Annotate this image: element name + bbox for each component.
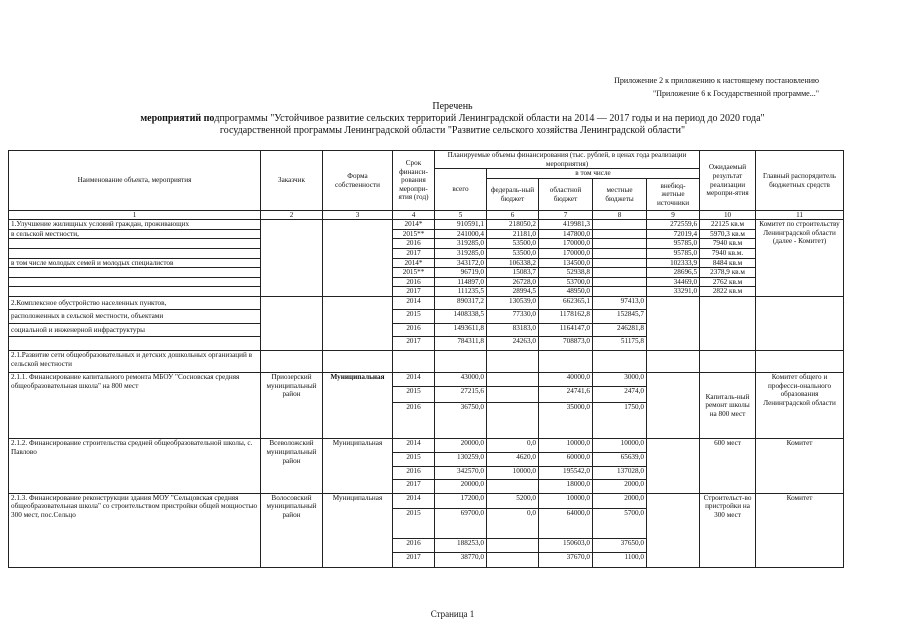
s212-form: Муниципальная [323, 439, 393, 493]
cell-local [593, 248, 647, 258]
title-line-2-bold: мероприятий по [140, 113, 215, 124]
cell-federal [487, 372, 539, 386]
cell-year: 2015 [393, 310, 435, 324]
colnum: 11 [756, 211, 844, 220]
cell-total: 69700,0 [435, 508, 487, 538]
cell-year: 2016 [393, 538, 435, 553]
cell-result: 2762 кв.м [700, 277, 756, 287]
cell-year: 2015** [393, 229, 435, 239]
s213-result: Строительст-во пристройки на 300 мест [700, 493, 756, 567]
annex-note [614, 74, 819, 100]
cell-federal [487, 538, 539, 553]
s2-name-2: расположенных в сельской местности, объектами [9, 310, 261, 324]
cell-total: 111235,5 [435, 287, 487, 297]
cell-local: 5700,0 [593, 508, 647, 538]
cell-regional: 662365,1 [539, 296, 593, 310]
empty-cell [756, 350, 844, 372]
cell-result: 2822 кв.м [700, 287, 756, 297]
header-name: Наименование объекта, мероприятия [9, 151, 261, 211]
empty-cell [323, 350, 393, 372]
cell-year: 2014 [393, 296, 435, 310]
empty-cell [487, 350, 539, 372]
s213-admin: Комитет [756, 493, 844, 567]
s1-name-blank [9, 268, 261, 278]
cell-year: 2016 [393, 466, 435, 480]
cell-year: 2017 [393, 480, 435, 494]
cell-local: 3000,0 [593, 372, 647, 386]
cell-local: 137028,0 [593, 466, 647, 480]
cell-regional: 170000,0 [539, 248, 593, 258]
s211-admin: Комитет общего и професси-онального образования Ленинградской области [756, 372, 844, 439]
cell-federal [487, 553, 539, 568]
cell-local [593, 287, 647, 297]
table-row [9, 220, 844, 230]
cell-regional: 60000,0 [539, 453, 593, 467]
cell-federal: 21181,0 [487, 229, 539, 239]
cell-federal: 53500,0 [487, 248, 539, 258]
annex-line-2: "Приложение 6 к Государственной программе..." [653, 89, 819, 98]
cell-federal: 77330,0 [487, 310, 539, 324]
cell-year: 2017 [393, 337, 435, 351]
table-row [9, 350, 844, 372]
cell-total: 114897,0 [435, 277, 487, 287]
s211-offbudget [647, 372, 700, 439]
table-row [9, 239, 844, 249]
table-row [9, 296, 844, 310]
header-local: местные бюджеты [593, 179, 647, 211]
cell-total: 342570,0 [435, 466, 487, 480]
s21-name: 2.1.Развитие сети общеобразовательных и детских дошкольных организаций в сельской местности [9, 350, 261, 372]
cell-regional: 419981,3 [539, 220, 593, 230]
cell-total: 17200,0 [435, 493, 487, 508]
cell-federal: 15083,7 [487, 268, 539, 278]
s213-customer: Волосовский муниципальный район [261, 493, 323, 567]
cell-year: 2017 [393, 553, 435, 568]
s2-customer [261, 296, 323, 350]
empty-cell [700, 350, 756, 372]
s2-name-3: социальной и инженерной инфраструктуры [9, 323, 261, 337]
cell-regional: 37670,0 [539, 553, 593, 568]
cell-regional: 134500,0 [539, 258, 593, 268]
s2-name-1: 2.Комплексное обустройство населенных пунктов, [9, 296, 261, 310]
program-table [8, 150, 844, 568]
cell-total: 890317,2 [435, 296, 487, 310]
cell-regional: 40000,0 [539, 372, 593, 386]
header-customer: Заказчик [261, 151, 323, 211]
colnum: 5 [435, 211, 487, 220]
cell-federal: 106338,2 [487, 258, 539, 268]
title-line-2 [0, 113, 905, 125]
cell-local [593, 229, 647, 239]
cell-total: 784311,8 [435, 337, 487, 351]
cell-offbudget: 33291,0 [647, 287, 700, 297]
cell-federal: 130539,0 [487, 296, 539, 310]
cell-local: 97413,0 [593, 296, 647, 310]
s1-customer [261, 220, 323, 297]
colnum: 4 [393, 211, 435, 220]
cell-regional: 10000,0 [539, 493, 593, 508]
cell-total: 27215,6 [435, 386, 487, 403]
cell-total: 96719,0 [435, 268, 487, 278]
cell-regional: 195542,0 [539, 466, 593, 480]
empty-cell [539, 350, 593, 372]
s2-offbudget [647, 296, 700, 350]
cell-regional: 147800,0 [539, 229, 593, 239]
cell-total: 910591,1 [435, 220, 487, 230]
cell-result: 5970,3 кв.м [700, 229, 756, 239]
cell-local: 1750,0 [593, 403, 647, 439]
cell-year: 2015 [393, 386, 435, 403]
header-total: всего [435, 169, 487, 211]
cell-result: 7940 кв.м. [700, 248, 756, 258]
colnum: 2 [261, 211, 323, 220]
table-row [9, 287, 844, 297]
table-row [9, 439, 844, 453]
cell-federal [487, 386, 539, 403]
page-footer: Страница 1 [430, 609, 475, 619]
table-row [9, 268, 844, 278]
cell-regional: 708873,0 [539, 337, 593, 351]
header-planned: Планируемые объемы финансирования (тыс. рублей, в ценах года реализации мероприятия) [435, 151, 700, 169]
cell-local: 10000,0 [593, 439, 647, 453]
header-admin: Главный распорядитель бюджетных средств [756, 151, 844, 211]
header-form: Форма собственности [323, 151, 393, 211]
cell-federal: 83183,0 [487, 323, 539, 337]
cell-local [593, 239, 647, 249]
table-row [9, 258, 844, 268]
cell-total: 38770,0 [435, 553, 487, 568]
cell-local: 152845,7 [593, 310, 647, 324]
empty-cell [647, 350, 700, 372]
cell-local [593, 258, 647, 268]
title-line-3: государственной программы Ленинградской области "Развитие сельского хозяйства Ленинградской области" [219, 125, 686, 136]
s1-name-blank [9, 248, 261, 258]
s1-admin: Комитет по строительству Ленинградской области (далее - Комитет) [756, 220, 844, 297]
cell-offbudget: 95785,0 [647, 248, 700, 258]
s1-name-blank [9, 277, 261, 287]
cell-federal [487, 480, 539, 494]
cell-result: 22125 кв.м [700, 220, 756, 230]
cell-federal: 10000,0 [487, 466, 539, 480]
s212-result: 600 мест [700, 439, 756, 493]
cell-total: 43000,0 [435, 372, 487, 386]
cell-year: 2017 [393, 248, 435, 258]
header-offbudget: внебюд-жетные источники [647, 179, 700, 211]
cell-result: 2378,9 кв.м [700, 268, 756, 278]
cell-local: 2000,0 [593, 480, 647, 494]
s1-name-3: в том числе молодых семей и молодых специалистов [9, 258, 261, 268]
cell-regional: 170000,0 [539, 239, 593, 249]
s1-name-1: 1.Улучшение жилищных условий граждан, проживающих [9, 220, 261, 230]
cell-regional: 1164147,0 [539, 323, 593, 337]
annex-line-1: Приложение 2 к приложению к настоящему постановлению [614, 76, 819, 85]
cell-local: 37650,0 [593, 538, 647, 553]
table-row [9, 277, 844, 287]
s211-name: 2.1.1. Финансирование капитального ремонта МБОУ "Сосновская средняя общеобразовательная школа" на 800 мест [9, 372, 261, 439]
cell-total: 319285,0 [435, 248, 487, 258]
cell-offbudget: 28696,5 [647, 268, 700, 278]
empty-cell [261, 350, 323, 372]
s1-name-blank [9, 239, 261, 249]
cell-year: 2015 [393, 453, 435, 467]
cell-regional: 1178162,8 [539, 310, 593, 324]
cell-total: 241000,4 [435, 229, 487, 239]
cell-regional: 48950,0 [539, 287, 593, 297]
colnum: 3 [323, 211, 393, 220]
header-term: Срок финанси-рования меропри-ятия (год) [393, 151, 435, 211]
cell-total: 1493611,8 [435, 323, 487, 337]
cell-local: 1100,0 [593, 553, 647, 568]
cell-offbudget: 72019,4 [647, 229, 700, 239]
cell-total: 1408338,5 [435, 310, 487, 324]
cell-year: 2014* [393, 258, 435, 268]
s2-name-blank [9, 337, 261, 351]
s211-form: Муниципальная [323, 372, 393, 439]
s1-name-2: в сельской местности, [9, 229, 261, 239]
header-including: в том числе [487, 169, 700, 179]
title-line-1: Перечень [432, 101, 473, 112]
cell-year: 2014 [393, 493, 435, 508]
cell-result: 7940 кв.м [700, 239, 756, 249]
cell-year: 2016 [393, 323, 435, 337]
s2-result [700, 296, 756, 350]
cell-federal: 4620,0 [487, 453, 539, 467]
cell-total: 319285,0 [435, 239, 487, 249]
colnum: 1 [9, 211, 261, 220]
cell-year: 2014* [393, 220, 435, 230]
column-numbers-row [9, 211, 844, 220]
s211-result: Капиталь-ный ремонт школы на 800 мест [700, 372, 756, 439]
colnum: 9 [647, 211, 700, 220]
cell-total: 130259,0 [435, 453, 487, 467]
cell-year: 2015 [393, 508, 435, 538]
cell-regional: 53700,0 [539, 277, 593, 287]
cell-total: 36750,0 [435, 403, 487, 439]
table-row [9, 229, 844, 239]
cell-federal: 0,0 [487, 508, 539, 538]
s212-offbudget [647, 439, 700, 493]
cell-local [593, 268, 647, 278]
empty-cell [393, 350, 435, 372]
cell-offbudget: 102333,9 [647, 258, 700, 268]
s213-name: 2.1.3. Финансирование реконструкции здания МОУ "Сельцовская средняя общеобразовательная школа" со строительством пристройки общей мощностью 300 мест, пос.Сельцо [9, 493, 261, 567]
cell-total: 188253,0 [435, 538, 487, 553]
cell-regional: 150603,0 [539, 538, 593, 553]
s2-admin [756, 296, 844, 350]
cell-local: 2000,0 [593, 493, 647, 508]
table-row [9, 493, 844, 508]
cell-year: 2017 [393, 287, 435, 297]
s212-customer: Всеволожский муниципальный район [261, 439, 323, 493]
cell-local [593, 220, 647, 230]
cell-offbudget: 272559,6 [647, 220, 700, 230]
cell-total: 20000,0 [435, 439, 487, 453]
cell-year: 2015** [393, 268, 435, 278]
s213-form: Муниципальная [323, 493, 393, 567]
cell-regional: 10000,0 [539, 439, 593, 453]
cell-regional: 24741,6 [539, 386, 593, 403]
header-federal: федераль-ный бюджет [487, 179, 539, 211]
header-result: Ожидаемый резулътат реализации меропри-ятия [700, 151, 756, 211]
cell-year: 2016 [393, 277, 435, 287]
colnum: 10 [700, 211, 756, 220]
empty-cell [593, 350, 647, 372]
colnum: 7 [539, 211, 593, 220]
cell-local: 51175,8 [593, 337, 647, 351]
cell-federal: 218050,2 [487, 220, 539, 230]
document-title [0, 101, 905, 137]
s211-customer: Приозерский муниципальный район [261, 372, 323, 439]
cell-offbudget: 95785,0 [647, 239, 700, 249]
cell-federal [487, 403, 539, 439]
table-row [9, 248, 844, 258]
cell-regional: 64000,0 [539, 508, 593, 538]
s2-form [323, 296, 393, 350]
cell-federal: 5200,0 [487, 493, 539, 508]
cell-local: 2474,0 [593, 386, 647, 403]
empty-cell [435, 350, 487, 372]
colnum: 6 [487, 211, 539, 220]
cell-result: 8484 кв.м [700, 258, 756, 268]
cell-local: 246281,8 [593, 323, 647, 337]
cell-total: 343172,0 [435, 258, 487, 268]
cell-offbudget: 34469,0 [647, 277, 700, 287]
s212-name: 2.1.2. Финансирование строительства средней общеобразовательной школы, с. Павлово [9, 439, 261, 493]
s212-admin: Комитет [756, 439, 844, 493]
colnum: 8 [593, 211, 647, 220]
cell-year: 2014 [393, 372, 435, 386]
cell-federal: 28994,5 [487, 287, 539, 297]
cell-total: 20000,0 [435, 480, 487, 494]
cell-year: 2016 [393, 239, 435, 249]
cell-year: 2016 [393, 403, 435, 439]
cell-federal: 24263,0 [487, 337, 539, 351]
s213-offbudget [647, 493, 700, 567]
cell-regional: 35000,0 [539, 403, 593, 439]
cell-year: 2014 [393, 439, 435, 453]
cell-regional: 52938,8 [539, 268, 593, 278]
cell-local [593, 277, 647, 287]
cell-federal: 26728,0 [487, 277, 539, 287]
cell-regional: 18000,0 [539, 480, 593, 494]
cell-local: 65639,0 [593, 453, 647, 467]
s1-name-blank [9, 287, 261, 297]
header-regional: областной бюджет [539, 179, 593, 211]
table-row [9, 372, 844, 386]
title-line-2-rest: дпрограммы "Устойчивое развитие сельских территорий Ленинградской области на 2014 — 2017 годы и на период до 2020 года" [214, 113, 765, 124]
cell-federal: 0,0 [487, 439, 539, 453]
s1-form [323, 220, 393, 297]
cell-federal: 53500,0 [487, 239, 539, 249]
